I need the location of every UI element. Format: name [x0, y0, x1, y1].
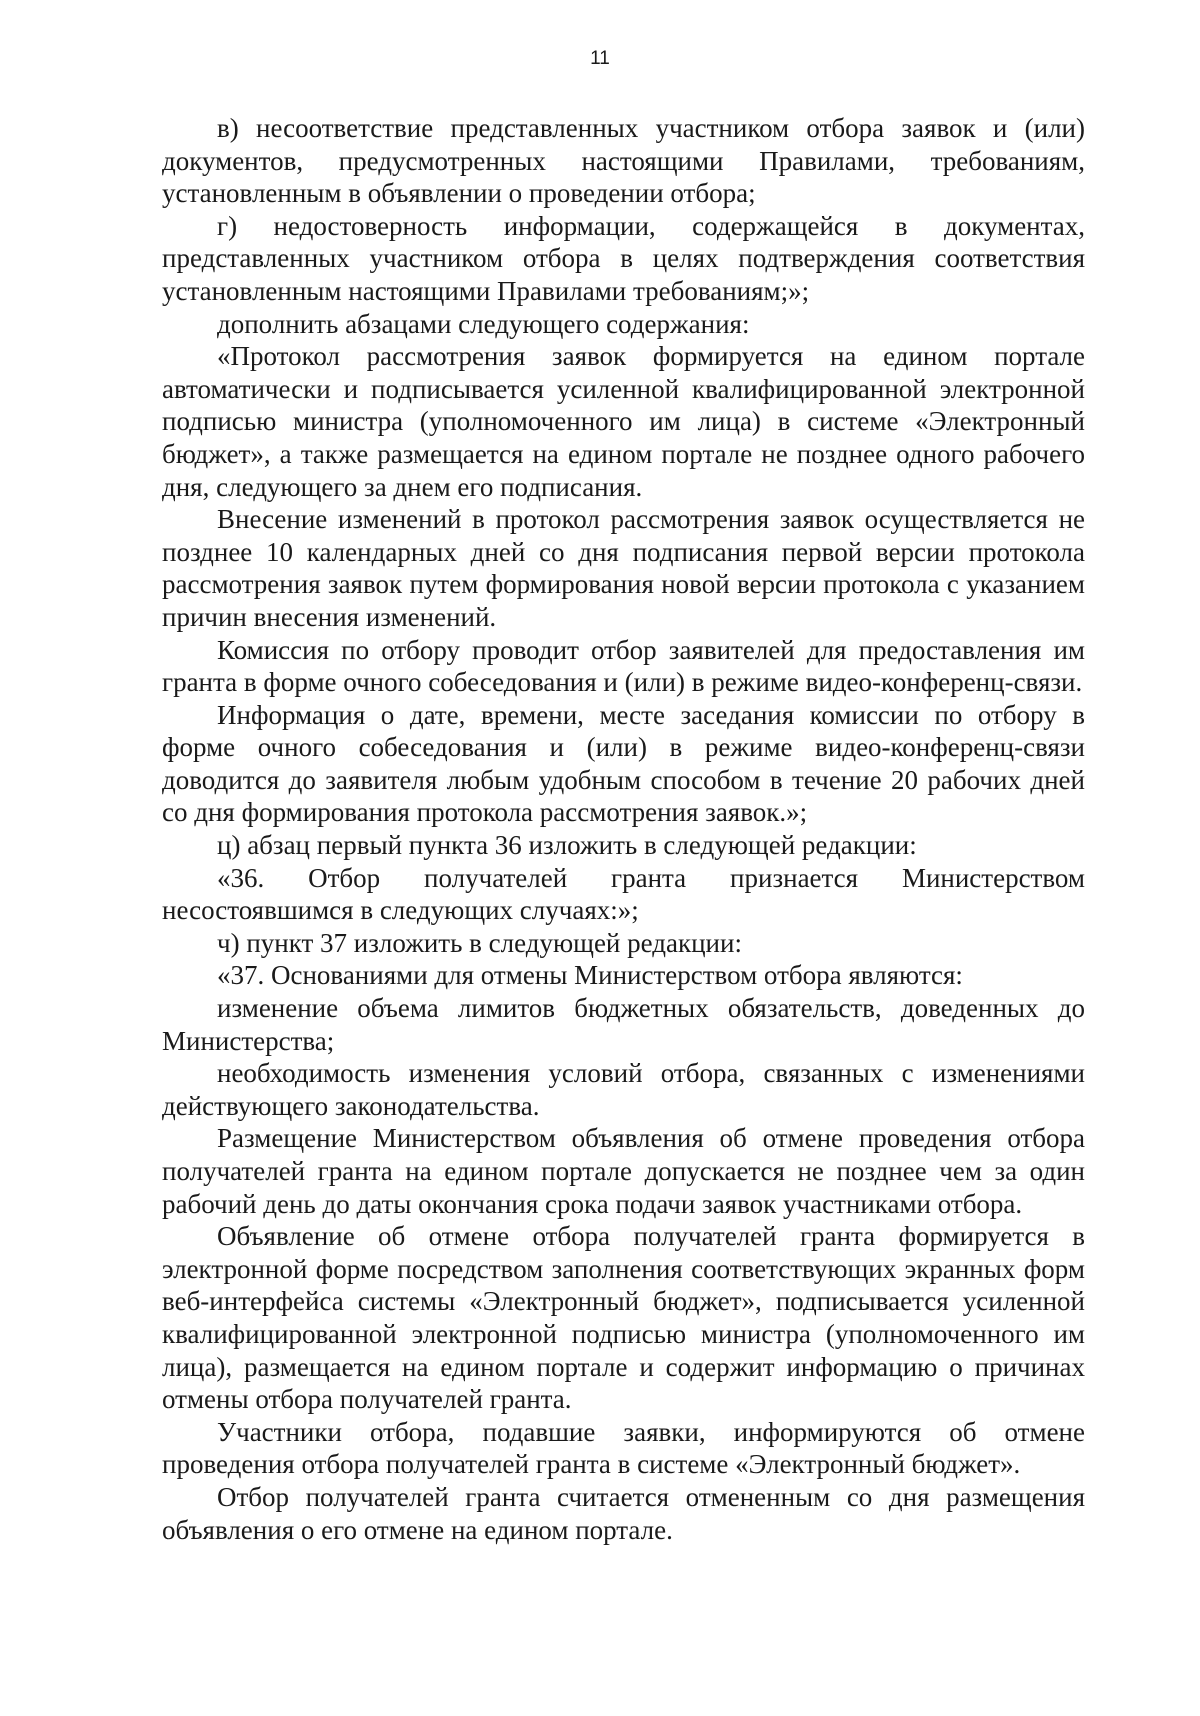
paragraph-v: в) несоответствие представленных участником отбора заявок и (или) документов, предусмотренных настоящими Правилами, требованиям, установленным в объявлении о проведении отбора;: [162, 113, 1085, 209]
paragraph-legislation: необходимость изменения условий отбора, связанных с изменениями действующего законодательства.: [162, 1058, 1085, 1121]
paragraph-ch: ч) пункт 37 изложить в следующей редакции:: [217, 927, 742, 958]
paragraph-ts: ц) абзац первый пункта 36 изложить в следующей редакции:: [217, 830, 917, 861]
paragraph-commission: Комиссия по отбору проводит отбор заявителей для предоставления им гранта в форме очного собеседования и (или) в режиме видео-конференц-связи.: [162, 634, 1085, 698]
paragraph-cancel-announcement: Объявление об отмене отбора получателей гранта формируется в электронной форме посредством заполнения соответствующих экранных форм веб-интерфейса системы «Электронный бюджет», подписывается усиленной квалифицированной электронной подписью министра (уполномоченного им лица), размещается на едином портале и содержит информацию о причинах отмены отбора получателей гранта.: [162, 1221, 1085, 1415]
paragraph-protocol: «Протокол рассмотрения заявок формируется на едином портале автоматически и подписывается усиленной квалифицированной электронной подписью министра (уполномоченного им лица) в системе «Электронный бюджет», а также размещается на едином портале не позднее одного рабочего дня, следующего за днем его подписания.: [162, 341, 1085, 502]
paragraph-g: г) недостоверность информации, содержащейся в документах, представленных участником отбора в целях подтверждения соответствия установленным настоящими Правилами требованиям;»;: [162, 210, 1085, 306]
paragraph-cancel-effective: Отбор получателей гранта считается отмененным со дня размещения объявления о его отмене на едином портале.: [162, 1481, 1085, 1545]
paragraph-cancel-placement: Размещение Министерством объявления об отмене проведения отбора получателей гранта на едином портале допускается не позднее чем за один рабочий день до даты окончания срока подачи заявок участниками отбора.: [162, 1123, 1085, 1219]
document-body: [162, 112, 1085, 1546]
paragraph-supplement: дополнить абзацами следующего содержания:: [217, 308, 750, 339]
paragraph-meeting-info: Информация о дате, времени, месте заседания комиссии по отбору в форме очного собеседования и (или) в режиме видео-конференц-связи доводится до заявителя любым удобным способом в течение 20 рабочих дней со дня формирования протокола рассмотрения заявок.»;: [162, 699, 1085, 828]
paragraph-protocol-changes: Внесение изменений в протокол рассмотрения заявок осуществляется не позднее 10 календарных дней со дня подписания первой версии протокола рассмотрения заявок путем формирования новой версии протокола с указанием причин внесения изменений.: [162, 504, 1085, 632]
page-number: 11: [590, 48, 610, 69]
paragraph-limits: изменение объема лимитов бюджетных обязательств, доведенных до Министерства;: [162, 993, 1085, 1056]
paragraph-item-37: «37. Основаниями для отмены Министерством отбора являются:: [217, 960, 963, 991]
paragraph-participants-informed: Участники отбора, подавшие заявки, информируются об отмене проведения отбора получателей гранта в системе «Электронный бюджет».: [162, 1416, 1085, 1480]
paragraph-item-36: «36. Отбор получателей гранта признается Министерством несостоявшимся в следующих случаях:»;: [162, 862, 1085, 926]
